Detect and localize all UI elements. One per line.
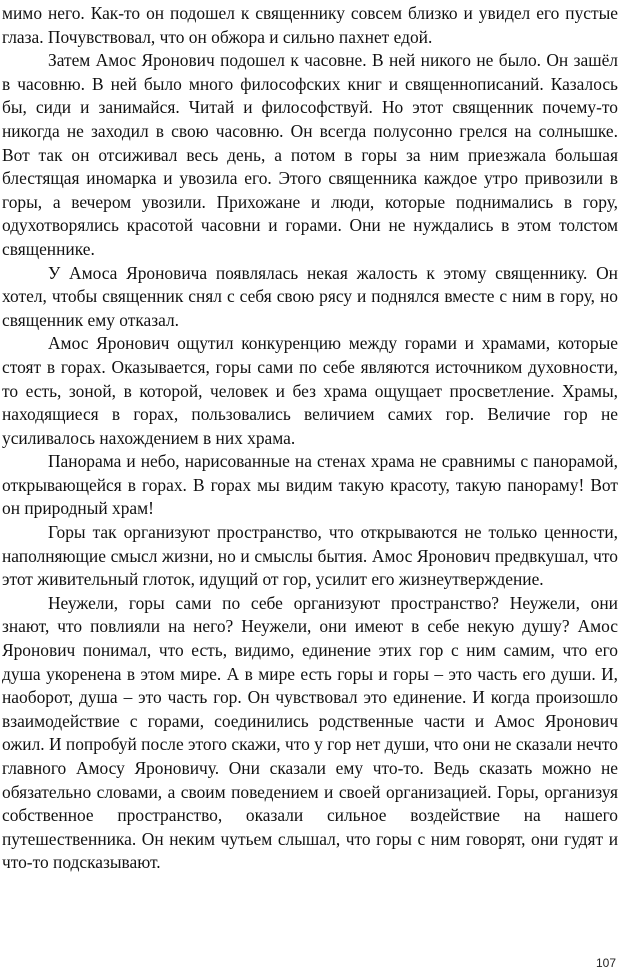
paragraph-3: У Амоса Яроновича появлялась некая жалость к этому священнику. Он хотел, чтобы священник снял с себя свою рясу и поднялся вместе с ним в гору, но священник ему отказал. xyxy=(2,262,618,330)
text-body xyxy=(2,2,618,875)
paragraph-1: мимо него. Как-то он подошел к священнику совсем близко и увидел его пустые глаза. Почувствовал, что он обжора и сильно пахнет едой. xyxy=(2,3,618,47)
paragraph-2: Затем Амос Яронович подошел к часовне. В ней никого не было. Он зашёл в часовню. В ней было много философских книг и священнописаний. Казалось бы, сиди и занимайся. Читай и философствуй. Но этот священник почему-то никогда не заходил в свою часовню. Он всегда полусонно грелся на солнышке. Вот так он отсиживал весь день, а потом в горы за ним приезжала большая блестящая иномарка и увозила его. Этого священника каждое утро привозили в горы, а вечером увозили. Прихожане и люди, которые поднимались в гору, одухотворялись красотой часовни и горами. Они не нуждались в этом толстом священнике. xyxy=(2,50,618,259)
page-number: 107 xyxy=(595,956,616,970)
paragraph-4: Амос Яронович ощутил конкуренцию между горами и храмами, которые стоят в горах. Оказывается, горы сами по себе являются источником духовности, то есть, зоной, в которой, человек и без храма ощущает просветление. Храмы, находящиеся в горах, пользовались величием самих гор. Величие гор не усиливалось нахождением в них храма. xyxy=(2,333,618,448)
paragraph-6: Горы так организуют пространство, что открываются не только ценности, наполняющие смысл жизни, но и смыслы бытия. Амос Яронович предвкушал, что этот живительный глоток, идущий от гор, усилит его жизнеутверждение. xyxy=(2,522,618,590)
paragraph-5: Панорама и небо, нарисованные на стенах храма не сравнимы с панорамой, открывающейся в горах. В горах мы видим такую красоту, такую панораму! Вот он природный храм! xyxy=(2,451,618,519)
paragraph-7: Неужели, горы сами по себе организуют пространство? Неужели, они знают, что повлияли на него? Неужели, они имеют в себе некую душу? Амос Яронович понимал, что есть, видимо, единение этих гор с ним самим, что его душа укоренена в этом мире. А в мире есть горы и горы – это часть его души. И, наоборот, душа – это часть гор. Он чувствовал это единение. И когда произошло взаимодействие с горами, соединились родственные части и Амос Яронович ожил. И попробуй после этого скажи, что у гор нет души, что они не сказали нечто главного Амосу Яроновичу. Они сказали ему что-то. Ведь сказать можно не обязательно словами, а своим поведением и своей организацией. Горы, организуя собственное пространство, оказали сильное воздействие на нашего путешественника. Он неким чутьем слышал, что горы с ним говорят, они гудят и что-то подсказывают. xyxy=(2,592,618,873)
